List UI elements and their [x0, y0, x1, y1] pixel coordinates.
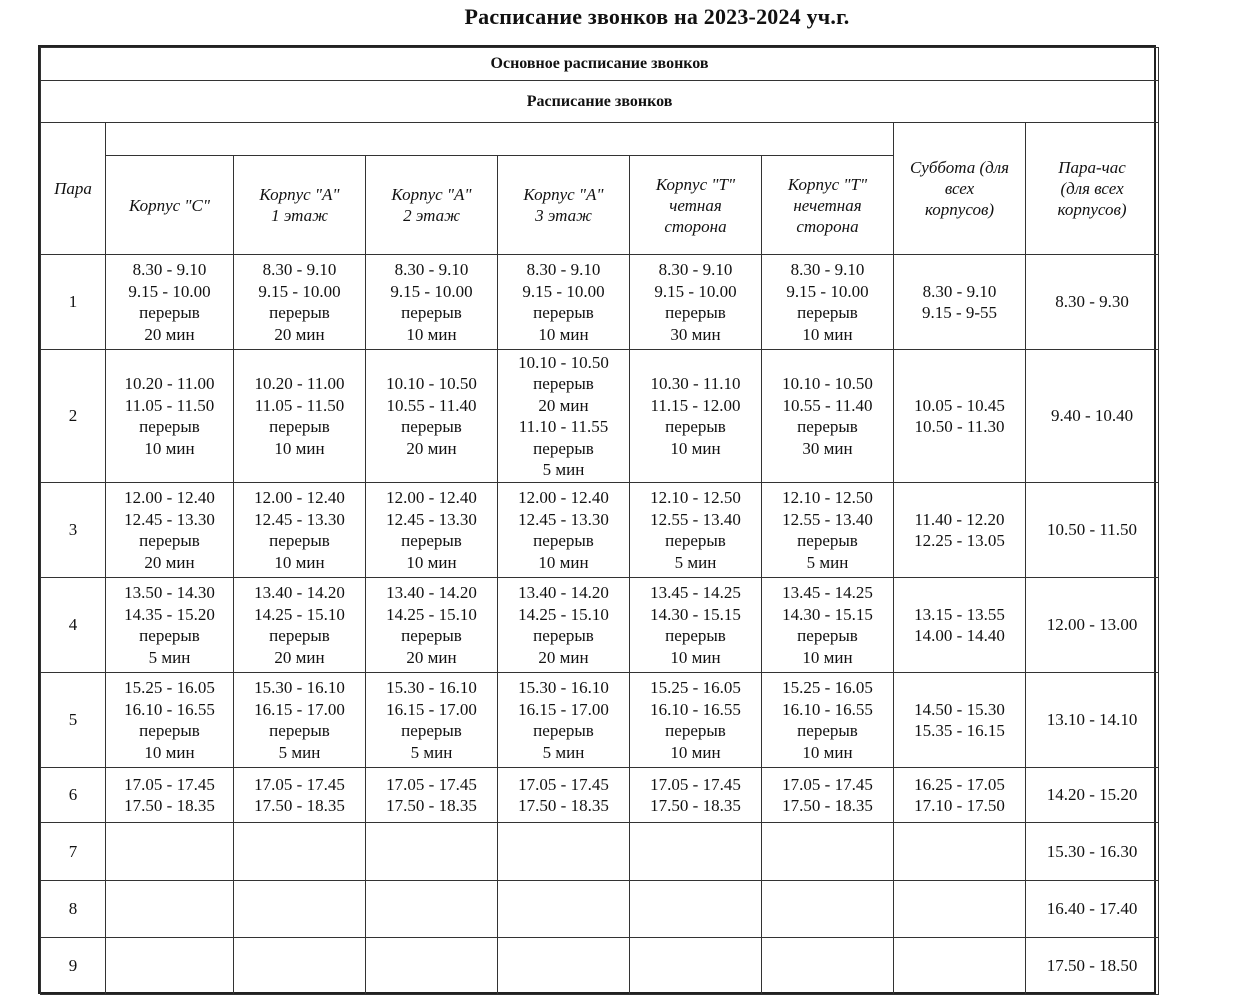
- schedule-cell: [366, 823, 498, 881]
- pair-hour-cell: 10.50 - 11.50: [1026, 483, 1159, 578]
- table-row: [41, 673, 1159, 768]
- pair-number: 1: [41, 255, 106, 350]
- schedule-cell: 15.30 - 16.10 16.15 - 17.00 перерыв 5 мин: [366, 673, 498, 768]
- pair-hour-cell: 17.50 - 18.50: [1026, 938, 1159, 995]
- pair-hour-cell: 16.40 - 17.40: [1026, 881, 1159, 938]
- schedule-cell: 13.45 - 14.25 14.30 - 15.15 перерыв 10 мин: [762, 578, 894, 673]
- schedule-cell: 12.10 - 12.50 12.55 - 13.40 перерыв 5 мин: [630, 483, 762, 578]
- pair-hour-cell: 9.40 - 10.40: [1026, 350, 1159, 483]
- schedule-cell: [498, 881, 630, 938]
- saturday-cell: 11.40 - 12.20 12.25 - 13.05: [894, 483, 1026, 578]
- schedule-cell: [630, 881, 762, 938]
- schedule-cell: [762, 938, 894, 995]
- saturday-cell: 16.25 - 17.05 17.10 - 17.50: [894, 768, 1026, 823]
- pair-number: 3: [41, 483, 106, 578]
- header-building-2: Корпус "А" 1 этаж: [234, 156, 366, 255]
- schedule-cell: [366, 881, 498, 938]
- schedule-cell: [630, 938, 762, 995]
- schedule-cell: 12.00 - 12.40 12.45 - 13.30 перерыв 10 мин: [366, 483, 498, 578]
- schedule-cell: 8.30 - 9.10 9.15 - 10.00 перерыв 20 мин: [234, 255, 366, 350]
- saturday-cell: [894, 881, 1026, 938]
- schedule-cell: 13.40 - 14.20 14.25 - 15.10 перерыв 20 мин: [234, 578, 366, 673]
- saturday-cell: 14.50 - 15.30 15.35 - 16.15: [894, 673, 1026, 768]
- schedule-cell: [762, 881, 894, 938]
- schedule-cell: 12.00 - 12.40 12.45 - 13.30 перерыв 10 мин: [234, 483, 366, 578]
- table-row: [41, 255, 1159, 350]
- pair-hour-cell: 12.00 - 13.00: [1026, 578, 1159, 673]
- pair-number: 6: [41, 768, 106, 823]
- saturday-cell: [894, 938, 1026, 995]
- schedule-cell: [106, 881, 234, 938]
- pair-hour-cell: 15.30 - 16.30: [1026, 823, 1159, 881]
- schedule-cell: 12.10 - 12.50 12.55 - 13.40 перерыв 5 мин: [762, 483, 894, 578]
- schedule-cell: 10.10 - 10.50 10.55 - 11.40 перерыв 30 мин: [762, 350, 894, 483]
- schedule-table: [40, 47, 1159, 995]
- schedule-cell: 17.05 - 17.45 17.50 - 18.35: [366, 768, 498, 823]
- schedule-cell: [630, 823, 762, 881]
- pair-hour-cell: 8.30 - 9.30: [1026, 255, 1159, 350]
- schedule-cell: 8.30 - 9.10 9.15 - 10.00 перерыв 10 мин: [498, 255, 630, 350]
- schedule-cell: [498, 938, 630, 995]
- pair-number: 9: [41, 938, 106, 995]
- schedule-cell: 8.30 - 9.10 9.15 - 10.00 перерыв 10 мин: [366, 255, 498, 350]
- section-title: Основное расписание звонков: [41, 48, 1159, 81]
- schedule-cell: 10.10 - 10.50 10.55 - 11.40 перерыв 20 мин: [366, 350, 498, 483]
- table-row: [41, 881, 1159, 938]
- table-row: [41, 350, 1159, 483]
- schedule-cell: [234, 938, 366, 995]
- schedule-cell: [762, 823, 894, 881]
- schedule-cell: [366, 938, 498, 995]
- saturday-cell: 8.30 - 9.10 9.15 - 9-55: [894, 255, 1026, 350]
- subsection-title: Расписание звонков: [41, 81, 1159, 123]
- pair-number: 7: [41, 823, 106, 881]
- header-building-5: Корпус "Т" четная сторона: [630, 156, 762, 255]
- pair-hour-cell: 13.10 - 14.10: [1026, 673, 1159, 768]
- schedule-cell: 10.30 - 11.10 11.15 - 12.00 перерыв 10 мин: [630, 350, 762, 483]
- schedule-cell: 15.25 - 16.05 16.10 - 16.55 перерыв 10 мин: [630, 673, 762, 768]
- schedule-cell: 15.30 - 16.10 16.15 - 17.00 перерыв 5 мин: [498, 673, 630, 768]
- header-pair: Пара: [41, 123, 106, 255]
- schedule-cell: 13.40 - 14.20 14.25 - 15.10 перерыв 20 мин: [498, 578, 630, 673]
- table-row: [41, 578, 1159, 673]
- header-pair-hour: Пара-час (для всех корпусов): [1026, 123, 1159, 255]
- schedule-cell: 8.30 - 9.10 9.15 - 10.00 перерыв 20 мин: [106, 255, 234, 350]
- schedule-cell: 17.05 - 17.45 17.50 - 18.35: [498, 768, 630, 823]
- page-title: Расписание звонков на 2023-2024 уч.г.: [464, 4, 850, 29]
- schedule-cell: 13.45 - 14.25 14.30 - 15.15 перерыв 10 мин: [630, 578, 762, 673]
- pair-number: 8: [41, 881, 106, 938]
- schedule-cell: [106, 823, 234, 881]
- schedule-cell: 17.05 - 17.45 17.50 - 18.35: [234, 768, 366, 823]
- pair-number: 4: [41, 578, 106, 673]
- schedule-cell: 10.20 - 11.00 11.05 - 11.50 перерыв 10 мин: [234, 350, 366, 483]
- schedule-cell: 17.05 - 17.45 17.50 - 18.35: [762, 768, 894, 823]
- pair-hour-cell: 14.20 - 15.20: [1026, 768, 1159, 823]
- header-building-4: Корпус "А" 3 этаж: [498, 156, 630, 255]
- schedule-cell: 13.40 - 14.20 14.25 - 15.10 перерыв 20 мин: [366, 578, 498, 673]
- schedule-cell: 12.00 - 12.40 12.45 - 13.30 перерыв 10 мин: [498, 483, 630, 578]
- schedule-cell: 12.00 - 12.40 12.45 - 13.30 перерыв 20 мин: [106, 483, 234, 578]
- schedule-cell: 13.50 - 14.30 14.35 - 15.20 перерыв 5 мин: [106, 578, 234, 673]
- schedule-cell: [498, 823, 630, 881]
- saturday-cell: 10.05 - 10.45 10.50 - 11.30: [894, 350, 1026, 483]
- table-row: [41, 938, 1159, 995]
- schedule-cell: [234, 823, 366, 881]
- table-row: [41, 483, 1159, 578]
- pair-number: 2: [41, 350, 106, 483]
- table-row: [41, 768, 1159, 823]
- header-building-3: Корпус "А" 2 этаж: [366, 156, 498, 255]
- schedule-cell: [106, 938, 234, 995]
- table-row: [41, 823, 1159, 881]
- header-saturday: Суббота (для всех корпусов): [894, 123, 1026, 255]
- schedule-cell: [234, 881, 366, 938]
- saturday-cell: 13.15 - 13.55 14.00 - 14.40: [894, 578, 1026, 673]
- header-building-1: Корпус "С": [106, 156, 234, 255]
- saturday-cell: [894, 823, 1026, 881]
- schedule-cell: 15.30 - 16.10 16.15 - 17.00 перерыв 5 мин: [234, 673, 366, 768]
- pair-number: 5: [41, 673, 106, 768]
- schedule-cell: 10.10 - 10.50 перерыв 20 мин 11.10 - 11.55 перерыв 5 мин: [498, 350, 630, 483]
- schedule-cell: 8.30 - 9.10 9.15 - 10.00 перерыв 30 мин: [630, 255, 762, 350]
- schedule-cell: 15.25 - 16.05 16.10 - 16.55 перерыв 10 мин: [762, 673, 894, 768]
- schedule-cell: 17.05 - 17.45 17.50 - 18.35: [630, 768, 762, 823]
- header-blank-span: [106, 123, 894, 156]
- schedule-cell: 15.25 - 16.05 16.10 - 16.55 перерыв 10 мин: [106, 673, 234, 768]
- header-building-6: Корпус "Т" нечетная сторона: [762, 156, 894, 255]
- schedule-table-container: [38, 45, 1156, 994]
- schedule-cell: 8.30 - 9.10 9.15 - 10.00 перерыв 10 мин: [762, 255, 894, 350]
- schedule-cell: 10.20 - 11.00 11.05 - 11.50 перерыв 10 мин: [106, 350, 234, 483]
- schedule-cell: 17.05 - 17.45 17.50 - 18.35: [106, 768, 234, 823]
